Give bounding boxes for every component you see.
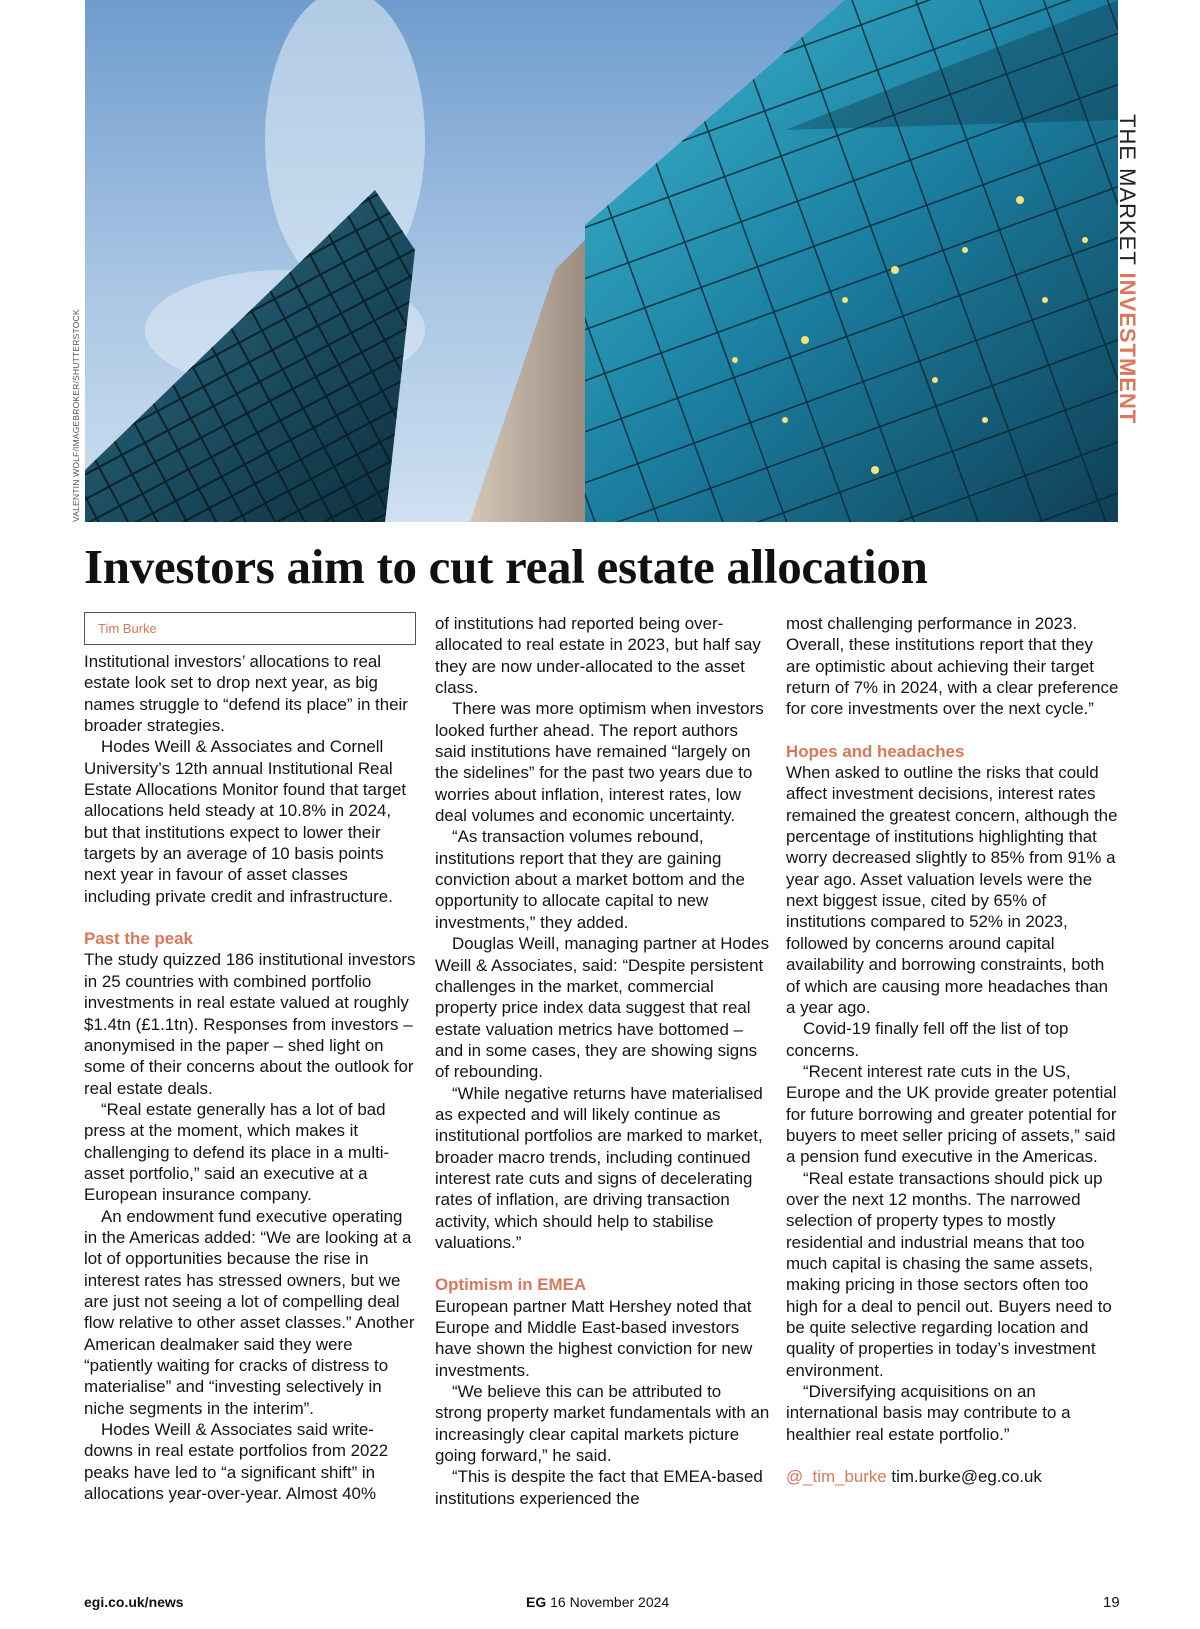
footer-date: 16 November 2024 [550,1594,670,1610]
article-paragraph: “As transaction volumes rebound, institutions report that they are gaining conviction about a market bottom and the opportunity to allocate capital to new investments,” they added. [435,827,745,932]
hero-image [85,0,1118,522]
article-paragraph: “Recent interest rate cuts in the US, Europe and the UK provide greater potential for future borrowing and greater potential for buyers to meet seller pricing of assets,” said a pension fund executive in the Americas. [786,1061,1117,1167]
author-twitter-handle[interactable]: @_tim_burke [786,1467,887,1487]
page-number: 19 [1103,1594,1120,1611]
article-paragraph: “Diversifying acquisitions on an international basis may contribute to a healthier real estate portfolio.” [786,1382,1071,1444]
article-paragraph: Hodes Weill & Associates said write-downs in real estate portfolios from 2022 peaks have led to “a significant shift” in allocations year-over-year. Almost 40% [84,1420,389,1504]
section-label [1114,114,1140,424]
article-paragraph: “Real estate generally has a lot of bad press at the moment, which makes it challenging to defend its place in a multi-asset portfolio,” said an executive at a European insurance company. [84,1099,390,1205]
article-column-3 [786,613,1121,1487]
article-paragraph: When asked to outline the risks that could affect investment decisions, interest rates remained the greatest concern, although the percentage of institutions highlighting that worry decreased slightly to 85% from 91% a year ago. Asset valuation levels were the next biggest issue, cited by 65% of institutions compared to 52% in 2023, followed by concerns around capital availability and borrowing constraints, both of which are causing more headaches than a year ago. [786,763,1118,1017]
section-prefix: THE MARKET [1115,114,1140,273]
article-paragraph: most challenging performance in 2023. Overall, these institutions report that they are optimistic about achieving their target return of 7% in 2024, with a clear preference for core investments over the next cycle.” [786,614,1119,719]
author-email[interactable]: tim.burke@eg.co.uk [891,1467,1042,1487]
byline: Tim Burke [84,612,416,645]
article-paragraph: Hodes Weill & Associates and Cornell University’s 12th annual Institutional Real Estate Allocations Monitor found that target allocations held steady at 10.8% in 2024, but that institutions expect to lower their targets by an average of 10 basis points next year in favour of asset classes including private credit and infrastructure. [84,737,407,906]
section-subheading: Hopes and headaches [786,741,965,761]
article-paragraph: There was more optimism when investors looked further ahead. The report authors said institutions have remained “largely on the sidelines” for the past two years due to worries about inflation, interest rates, low deal volumes and economic uncertainty. [435,699,764,826]
article-paragraph: Institutional investors’ allocations to real estate look set to drop next year, as big names struggle to “defend its place” in their broader strategies. [84,652,408,736]
article-column-2 [435,613,770,1509]
article-paragraph: An endowment fund executive operating in the Americas added: “We are looking at a lot of opportunities because the rise in interest rates has stressed owners, but we are just not seeing a lot of compelling deal flow relative to other asset classes.” Another American dealmaker said they were “patiently waiting for cracks of distress to materialise” and “investing selectively in niche segments in the interim”. [84,1206,415,1418]
footer-website[interactable]: egi.co.uk/news [84,1594,184,1610]
footer-publication-date [526,1594,669,1610]
footer-publication: EG [526,1594,547,1610]
article-column-1 [84,612,419,1504]
section-name: INVESTMENT [1115,272,1140,425]
article-paragraph: of institutions had reported being over-allocated to real estate in 2023, but half say they are now under-allocated to the asset class. [435,614,761,698]
article-paragraph: “This is despite the fact that EMEA-based institutions experienced the [435,1467,763,1508]
section-subheading: Past the peak [84,929,193,949]
section-subheading: Optimism in EMEA [435,1275,587,1295]
headline: Investors aim to cut real estate allocation [84,539,928,594]
article-paragraph: Covid-19 finally fell off the list of top concerns. [786,1019,1069,1060]
article-paragraph: “Real estate transactions should pick up over the next 12 months. The narrowed selection of property types to mostly residential and industrial means that too much capital is chasing the same assets, making pricing in those sectors often too high for a deal to pencil out. Buyers need to be quite selective regarding location and quality of properties in today’s investment environment. [786,1168,1112,1380]
article-paragraph: “While negative returns have materialised as expected and will likely continue as institutional portfolios are marked to market, broader macro trends, including continued interest rate cuts and signs of decelerating rates of inflation, are driving transaction activity, which should help to stabilise valuations.” [435,1083,763,1252]
photo-credit: VALENTIN WOLF/IMAGEBROKER/SHUTTERSTOCK [71,309,81,522]
article-paragraph: Douglas Weill, managing partner at Hodes Weill & Associates, said: “Despite persistent challenges in the market, commercial property price index data suggest that real estate valuation metrics have bottomed – and in some cases, they are showing signs of rebounding. [435,934,770,1082]
author-contact [786,1466,1121,1487]
article-paragraph: The study quizzed 186 institutional investors in 25 countries with combined portfolio investments in real estate valued at roughly $1.4tn (£1.1tn). Responses from investors – anonymised in the paper – shed light on some of their concerns about the outlook for real estate deals. [84,950,416,1098]
article-paragraph: “We believe this can be attributed to strong property market fundamentals with an increasingly clear capital markets picture going forward,” he said. [435,1382,770,1466]
article-paragraph: European partner Matt Hershey noted that Europe and Middle East-based investors have shown the highest conviction for new investments. [435,1296,753,1380]
